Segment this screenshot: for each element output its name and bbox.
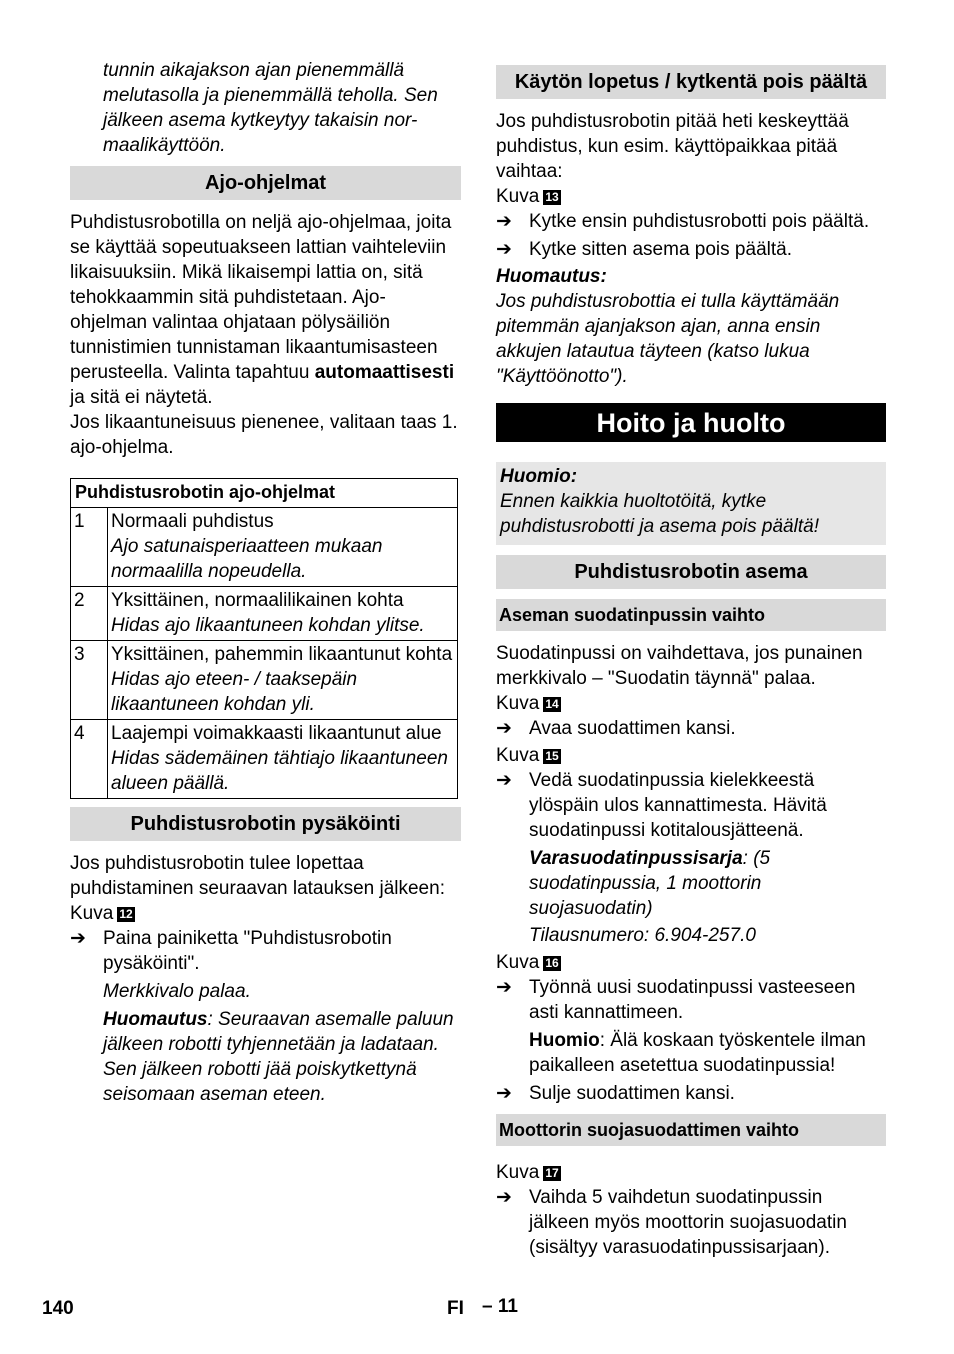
caution-text (496, 1028, 886, 1078)
language-code: FI (447, 1298, 464, 1319)
intro-line: tunnin aikajakson ajan pienemmällä (103, 60, 405, 81)
right-column (496, 58, 886, 1260)
row-number: 4 (71, 720, 108, 799)
arrow-right-icon: ➔ (70, 928, 86, 949)
section-heading-station: Puhdistusrobotin asema (496, 555, 886, 589)
ajo-paragraph (70, 210, 461, 410)
figure-ref (496, 691, 886, 716)
step-text: Vedä suodatinpussia kielekkeestä ylöspäin ulos kannattimesta. Hävitä suodatinpussi kotitalousjätteenä. (529, 770, 827, 841)
kuva-label: Kuva (496, 693, 540, 714)
intro-line: maalikäyttöön. (103, 135, 226, 156)
spare-set-text: : (5 suodatinpussia, 1 moottorin suojasuodatin) (529, 848, 771, 919)
step-text: Sulje suodattimen kansi. (529, 1083, 735, 1104)
step-item (496, 1185, 886, 1260)
subheading-motor: Moottorin suojasuodattimen vaihto (496, 1114, 886, 1146)
sub-page-number: – 11 (482, 1296, 518, 1317)
step-text: Työnnä uusi suodatinpussi vasteeseen asti kannattimeen. (529, 977, 856, 1023)
park-note (70, 1007, 461, 1107)
figure-number-icon: 17 (545, 1166, 559, 1180)
figure-ref (496, 1160, 886, 1185)
page-number: 140 (42, 1298, 74, 1319)
figure-ref (496, 743, 886, 768)
figure-number-icon: 13 (545, 190, 559, 204)
arrow-right-icon: ➔ (496, 718, 512, 739)
warning-text: Ennen kaikkia huoltotöitä, kytke puhdistusrobotti ja asema pois päältä! (500, 491, 819, 537)
kuva-label: Kuva (496, 186, 540, 207)
spare-set-label: Varasuodatinpussisarja (529, 848, 743, 869)
arrow-right-icon: ➔ (496, 1187, 512, 1208)
section-heading-ajo: Ajo-ohjelmat (70, 166, 461, 200)
figure-ref (70, 901, 461, 926)
row-title: Laajempi voimakkaasti likaantunut alue (111, 723, 442, 744)
arrow-right-icon: ➔ (496, 1083, 512, 1104)
caution-label: Huomio (529, 1030, 600, 1051)
ajo-text-bold: automaattisesti (314, 362, 455, 383)
intro-line: melutasolla ja pienemmällä teholla. Sen (103, 85, 438, 106)
kuva-label: Kuva (496, 745, 540, 766)
program-table (70, 478, 458, 799)
park-paragraph: Jos puhdistusrobotin tulee lopettaa puhdistaminen seuraavan latauksen jälkeen: (70, 853, 445, 899)
step-text: Kytke ensin puhdistusrobotti pois päältä. (529, 211, 870, 232)
result-text: Merkkivalo palaa. (103, 981, 251, 1002)
section-heading-stop: Käytön lopetus / kytkentä pois päältä (496, 65, 886, 99)
order-number: Tilausnumero: 6.904-257.0 (529, 925, 756, 946)
row-content (108, 720, 458, 799)
bag-paragraph: Suodatinpussi on vaihdettava, jos punainen merkkivalo – "Suodatin täynnä" palaa. (496, 643, 863, 689)
section-heading-park: Puhdistusrobotin pysäköinti (70, 807, 461, 841)
row-content (108, 587, 458, 641)
table-row (71, 587, 458, 641)
arrow-right-icon: ➔ (496, 211, 512, 232)
chapter-title: Hoito ja huolto (496, 403, 886, 442)
kuva-label: Kuva (70, 903, 114, 924)
arrow-right-icon: ➔ (496, 977, 512, 998)
row-content (108, 508, 458, 587)
step-item (496, 209, 886, 234)
row-desc: Ajo satunaisperiaatteen mukaan normaalilla nopeudella. (111, 536, 383, 582)
step-item (496, 716, 886, 741)
step-item (70, 926, 461, 976)
figure-number-icon: 15 (545, 749, 559, 763)
intro-text (70, 58, 461, 158)
note-text: Jos puhdistusrobottia ei tulla käyttämään pitemmän ajanjakson ajan, anna ensin akkujen latautua täyteen (katso lukua "Käyttöönotto"). (496, 291, 840, 387)
note-label: Huomautus (103, 1009, 208, 1030)
note-label: Huomautus: (496, 266, 607, 287)
figure-ref (496, 184, 886, 209)
step-item (496, 768, 886, 843)
kuva-label: Kuva (496, 1162, 540, 1183)
ajo-paragraph-2: Jos likaantuneisuus pienenee, valitaan taas 1. ajo-ohjelma. (70, 412, 458, 458)
ajo-text-a: Puhdistusrobotilla on neljä ajo-ohjelmaa, joita se käyttää sopeutuakseen lattian vaihteleviin likaisuuksiin. Mikä likaisempi lattia on, sitä tehokkaammin sitä puhdistetaan. Ajo-ohjelman valintaa ohjataan pölysäiliön tunnistimien tunnistaman likaantumisasteen perusteella. Valinta tapahtuu (70, 212, 452, 383)
intro-line: jälkeen asema kytkeytyy takaisin nor- (103, 110, 418, 131)
row-desc: Hidas sädemäinen tähtiajo likaantuneen alueen päällä. (111, 748, 448, 794)
warning-box (496, 462, 886, 545)
figure-number-icon: 16 (545, 956, 559, 970)
row-number: 2 (71, 587, 108, 641)
row-number: 1 (71, 508, 108, 587)
stop-paragraph: Jos puhdistusrobotin pitää heti keskeyttää puhdistus, kun esim. käyttöpaikkaa pitää vaihtaa: (496, 111, 849, 182)
figure-number-icon: 14 (545, 697, 559, 711)
row-title: Yksittäinen, normaalilikainen kohta (111, 590, 404, 611)
note-text: : Seuraavan asemalle paluun jälkeen robotti tyhjennetään ja ladataan. Sen jälkeen robotti jää poiskytkettynä seisomaan aseman eteen. (103, 1009, 454, 1105)
kuva-label: Kuva (496, 952, 540, 973)
step-text: Avaa suodattimen kansi. (529, 718, 736, 739)
figure-number-icon: 12 (119, 907, 133, 921)
arrow-right-icon: ➔ (496, 770, 512, 791)
row-title: Normaali puhdistus (111, 511, 274, 532)
table-row (71, 508, 458, 587)
step-item (496, 237, 886, 262)
row-number: 3 (71, 641, 108, 720)
table-row (71, 720, 458, 799)
caution-body: : Älä koskaan työskentele ilman paikalleen asetettua suodatinpussia! (529, 1030, 866, 1076)
step-text: Paina painiketta "Puhdistusrobotin pysäköinti". (103, 928, 392, 974)
row-desc: Hidas ajo eteen- / taaksepäin likaantuneen kohdan yli. (111, 669, 358, 715)
step-text: Vaihda 5 vaihdetun suodatinpussin jälkeen myös moottorin suojasuodatin (sisältyy varasuodatinpussisarjaan). (529, 1187, 847, 1258)
figure-ref (496, 950, 886, 975)
row-title: Yksittäinen, pahemmin likaantunut kohta (111, 644, 453, 665)
table-header: Puhdistusrobotin ajo-ohjelmat (71, 479, 458, 508)
arrow-right-icon: ➔ (496, 239, 512, 260)
ajo-text-c: ja sitä ei näytetä. (70, 387, 213, 408)
step-text: Kytke sitten asema pois päältä. (529, 239, 792, 260)
row-content (108, 641, 458, 720)
subheading-bag: Aseman suodatinpussin vaihto (496, 599, 886, 631)
step-item (496, 975, 886, 1025)
step-item (496, 1081, 886, 1106)
left-column (70, 58, 461, 1107)
table-row (71, 641, 458, 720)
row-desc: Hidas ajo likaantuneen kohdan ylitse. (111, 615, 425, 636)
spare-set (496, 846, 886, 921)
warning-label: Huomio: (500, 466, 578, 487)
